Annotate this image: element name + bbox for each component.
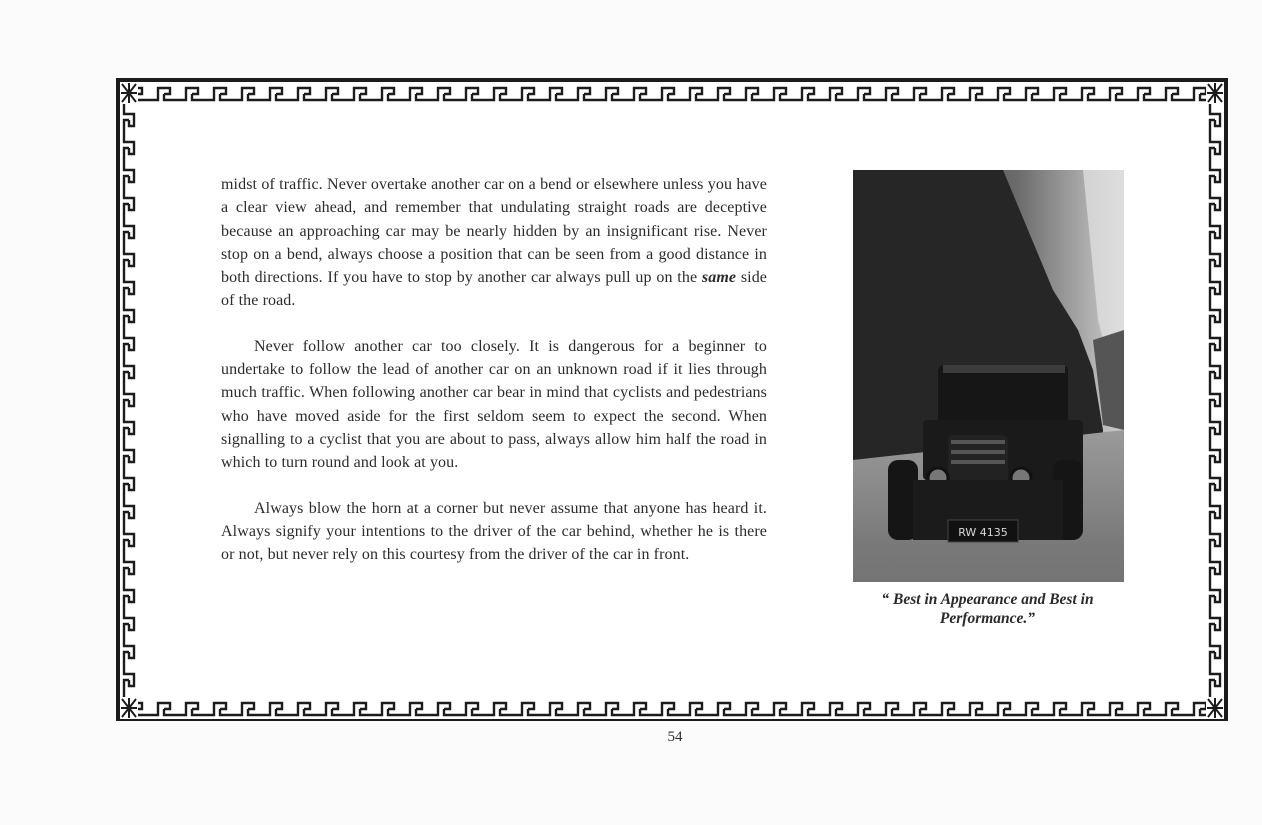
corner-ornament-top-left	[120, 82, 138, 104]
paragraph-3: Always blow the horn at a corner but never assume that anyone has heard it. Always signify your intentions to the driver of the car behind, whether he is there or not, but never rely on this courtesy from the driver of the car in front.	[221, 499, 767, 564]
vintage-car-photo	[853, 170, 1124, 582]
emphasis-same: same	[701, 269, 737, 287]
border-top-pattern	[120, 82, 1224, 104]
corner-ornament-bottom-right	[1206, 697, 1224, 719]
caption-line-1: “ Best in Appearance and Best in	[881, 591, 1094, 608]
corner-ornament-bottom-left	[120, 697, 138, 719]
paragraph-2: Never follow another car too closely. It is dangerous for a beginner to undertake to follow the lead of another car on an unknown road if it lies through much traffic. When following another car bear in mind that cyclists and pedestrians who have moved aside for the first seldom seem to expect the second. When signalling to a cyclist that you are about to pass, always allow him half the road in which to turn round and look at you.	[221, 337, 767, 472]
caption-line-2: Performance.”	[939, 610, 1036, 627]
paragraph-1-text: midst of traffic. Never overtake another car on a bend or elsewhere unless you have a clear view ahead, and remember that undulating straight roads are deceptive because an approaching car may be nearly hidden by an insignificant rise. Never stop on a bend, always choose a position that can be seen from a good distance in both directions. If you have to stop by another car always pull up on the	[221, 176, 767, 287]
border-left-pattern	[120, 104, 138, 697]
paragraph-1-tail: side of the road.	[221, 269, 767, 310]
license-plate: RW 4135	[958, 526, 1008, 539]
page-number: 54	[667, 729, 683, 745]
border-right-pattern	[1206, 104, 1224, 697]
corner-ornament-top-right	[1206, 82, 1224, 104]
photo-caption	[850, 590, 1125, 628]
border-bottom-pattern	[120, 697, 1224, 719]
paragraph-1	[221, 173, 767, 313]
body-text	[221, 173, 767, 588]
